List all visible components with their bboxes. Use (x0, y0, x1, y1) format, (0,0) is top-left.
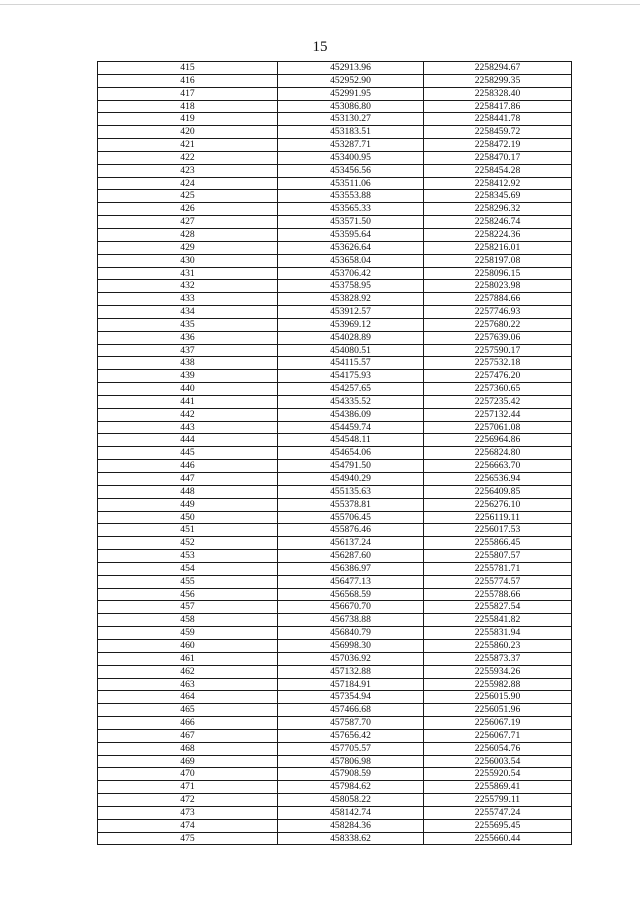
x-coordinate-cell: 457656.42 (278, 729, 424, 742)
x-coordinate-cell: 453828.92 (278, 293, 424, 306)
table-row (98, 652, 572, 665)
x-coordinate-cell: 455876.46 (278, 524, 424, 537)
table-row (98, 485, 572, 498)
y-coordinate-cell: 2255695.45 (424, 819, 572, 832)
point-number-cell: 445 (98, 447, 278, 460)
y-coordinate-cell: 2256054.76 (424, 742, 572, 755)
table-row (98, 280, 572, 293)
y-coordinate-cell: 2256536.94 (424, 473, 572, 486)
x-coordinate-cell: 453086.80 (278, 100, 424, 113)
y-coordinate-cell: 2256824.80 (424, 447, 572, 460)
table-row (98, 344, 572, 357)
table-row (98, 601, 572, 614)
table-row (98, 139, 572, 152)
table-row (98, 614, 572, 627)
point-number-cell: 421 (98, 139, 278, 152)
y-coordinate-cell: 2255799.11 (424, 794, 572, 807)
y-coordinate-cell: 2255860.23 (424, 639, 572, 652)
y-coordinate-cell: 2256964.86 (424, 434, 572, 447)
page-number: 15 (312, 39, 328, 55)
point-number-cell: 461 (98, 652, 278, 665)
table-row (98, 383, 572, 396)
table-row (98, 408, 572, 421)
point-number-cell: 439 (98, 370, 278, 383)
y-coordinate-cell: 2255774.57 (424, 575, 572, 588)
y-coordinate-cell: 2255831.94 (424, 627, 572, 640)
point-number-cell: 464 (98, 691, 278, 704)
y-coordinate-cell: 2257746.93 (424, 306, 572, 319)
table-row (98, 267, 572, 280)
point-number-cell: 427 (98, 216, 278, 229)
y-coordinate-cell: 2258096.15 (424, 267, 572, 280)
point-number-cell: 434 (98, 306, 278, 319)
point-number-cell: 472 (98, 794, 278, 807)
table-row (98, 164, 572, 177)
table-row (98, 190, 572, 203)
table-row (98, 819, 572, 832)
y-coordinate-cell: 2255982.88 (424, 678, 572, 691)
y-coordinate-cell: 2257680.22 (424, 318, 572, 331)
x-coordinate-cell: 456738.88 (278, 614, 424, 627)
y-coordinate-cell: 2256067.19 (424, 717, 572, 730)
point-number-cell: 443 (98, 421, 278, 434)
x-coordinate-cell: 453287.71 (278, 139, 424, 152)
y-coordinate-cell: 2257476.20 (424, 370, 572, 383)
table-row (98, 203, 572, 216)
table-row (98, 588, 572, 601)
x-coordinate-cell: 457132.88 (278, 665, 424, 678)
point-number-cell: 419 (98, 113, 278, 126)
x-coordinate-cell: 457984.62 (278, 781, 424, 794)
table-row (98, 704, 572, 717)
point-number-cell: 442 (98, 408, 278, 421)
table-row (98, 306, 572, 319)
table-row (98, 113, 572, 126)
point-number-cell: 457 (98, 601, 278, 614)
table-row (98, 729, 572, 742)
x-coordinate-cell: 455378.81 (278, 498, 424, 511)
point-number-cell: 469 (98, 755, 278, 768)
table-row (98, 473, 572, 486)
table-row (98, 447, 572, 460)
x-coordinate-cell: 456568.59 (278, 588, 424, 601)
y-coordinate-cell: 2258216.01 (424, 241, 572, 254)
y-coordinate-cell: 2255788.66 (424, 588, 572, 601)
table-row (98, 395, 572, 408)
point-number-cell: 444 (98, 434, 278, 447)
y-coordinate-cell: 2258417.86 (424, 100, 572, 113)
point-number-cell: 468 (98, 742, 278, 755)
y-coordinate-cell: 2258459.72 (424, 126, 572, 139)
point-number-cell: 436 (98, 331, 278, 344)
point-number-cell: 424 (98, 177, 278, 190)
y-coordinate-cell: 2255747.24 (424, 806, 572, 819)
x-coordinate-cell: 454548.11 (278, 434, 424, 447)
x-coordinate-cell: 457466.68 (278, 704, 424, 717)
y-coordinate-cell: 2257061.08 (424, 421, 572, 434)
x-coordinate-cell: 455135.63 (278, 485, 424, 498)
x-coordinate-cell: 453456.56 (278, 164, 424, 177)
table-row (98, 151, 572, 164)
table-row (98, 370, 572, 383)
y-coordinate-cell: 2255920.54 (424, 768, 572, 781)
y-coordinate-cell: 2258454.28 (424, 164, 572, 177)
table-row (98, 806, 572, 819)
point-number-cell: 422 (98, 151, 278, 164)
x-coordinate-cell: 454791.50 (278, 460, 424, 473)
table-row (98, 562, 572, 575)
x-coordinate-cell: 457908.59 (278, 768, 424, 781)
x-coordinate-cell: 454654.06 (278, 447, 424, 460)
y-coordinate-cell: 2258294.67 (424, 62, 572, 75)
y-coordinate-cell: 2258296.32 (424, 203, 572, 216)
table-row (98, 241, 572, 254)
x-coordinate-cell: 454080.51 (278, 344, 424, 357)
point-number-cell: 447 (98, 473, 278, 486)
table-row (98, 126, 572, 139)
y-coordinate-cell: 2258412.92 (424, 177, 572, 190)
point-number-cell: 449 (98, 498, 278, 511)
y-coordinate-cell: 2258023.98 (424, 280, 572, 293)
point-number-cell: 455 (98, 575, 278, 588)
y-coordinate-cell: 2256276.10 (424, 498, 572, 511)
x-coordinate-cell: 456998.30 (278, 639, 424, 652)
point-number-cell: 473 (98, 806, 278, 819)
y-coordinate-cell: 2255807.57 (424, 550, 572, 563)
table-row (98, 550, 572, 563)
table-row (98, 254, 572, 267)
x-coordinate-cell: 453969.12 (278, 318, 424, 331)
point-number-cell: 441 (98, 395, 278, 408)
x-coordinate-cell: 457036.92 (278, 652, 424, 665)
x-coordinate-cell: 453658.04 (278, 254, 424, 267)
x-coordinate-cell: 453571.50 (278, 216, 424, 229)
table-row (98, 832, 572, 845)
x-coordinate-cell: 456670.70 (278, 601, 424, 614)
table-row (98, 318, 572, 331)
y-coordinate-cell: 2255934.26 (424, 665, 572, 678)
table-row (98, 498, 572, 511)
point-number-cell: 470 (98, 768, 278, 781)
y-coordinate-cell: 2258328.40 (424, 87, 572, 100)
point-number-cell: 448 (98, 485, 278, 498)
table-row (98, 524, 572, 537)
x-coordinate-cell: 454257.65 (278, 383, 424, 396)
table-row (98, 537, 572, 550)
y-coordinate-cell: 2258246.74 (424, 216, 572, 229)
x-coordinate-cell: 454175.93 (278, 370, 424, 383)
table-row (98, 717, 572, 730)
table-row (98, 755, 572, 768)
point-number-cell: 454 (98, 562, 278, 575)
table-row (98, 87, 572, 100)
table-row (98, 62, 572, 75)
y-coordinate-cell: 2255873.37 (424, 652, 572, 665)
table-row (98, 434, 572, 447)
y-coordinate-cell: 2258472.19 (424, 139, 572, 152)
x-coordinate-cell: 456137.24 (278, 537, 424, 550)
y-coordinate-cell: 2255869.41 (424, 781, 572, 794)
point-number-cell: 463 (98, 678, 278, 691)
point-number-cell: 465 (98, 704, 278, 717)
point-number-cell: 432 (98, 280, 278, 293)
point-number-cell: 467 (98, 729, 278, 742)
table-row (98, 691, 572, 704)
x-coordinate-cell: 457354.94 (278, 691, 424, 704)
table-row (98, 678, 572, 691)
x-coordinate-cell: 458284.36 (278, 819, 424, 832)
table-row (98, 742, 572, 755)
point-number-cell: 418 (98, 100, 278, 113)
y-coordinate-cell: 2257235.42 (424, 395, 572, 408)
coordinates-table (97, 61, 572, 845)
coordinates-table-body (98, 62, 572, 845)
point-number-cell: 453 (98, 550, 278, 563)
y-coordinate-cell: 2257360.65 (424, 383, 572, 396)
table-row (98, 74, 572, 87)
table-row (98, 357, 572, 370)
x-coordinate-cell: 453626.64 (278, 241, 424, 254)
point-number-cell: 431 (98, 267, 278, 280)
table-row (98, 665, 572, 678)
point-number-cell: 429 (98, 241, 278, 254)
x-coordinate-cell: 454115.57 (278, 357, 424, 370)
x-coordinate-cell: 456477.13 (278, 575, 424, 588)
point-number-cell: 471 (98, 781, 278, 794)
table-row (98, 781, 572, 794)
x-coordinate-cell: 453912.57 (278, 306, 424, 319)
x-coordinate-cell: 457806.98 (278, 755, 424, 768)
point-number-cell: 416 (98, 74, 278, 87)
scan-edge-line (0, 4, 640, 5)
x-coordinate-cell: 458142.74 (278, 806, 424, 819)
y-coordinate-cell: 2256015.90 (424, 691, 572, 704)
x-coordinate-cell: 456287.60 (278, 550, 424, 563)
y-coordinate-cell: 2258470.17 (424, 151, 572, 164)
table-row (98, 575, 572, 588)
y-coordinate-cell: 2258299.35 (424, 74, 572, 87)
y-coordinate-cell: 2258224.36 (424, 228, 572, 241)
y-coordinate-cell: 2255866.45 (424, 537, 572, 550)
y-coordinate-cell: 2255660.44 (424, 832, 572, 845)
table-row (98, 511, 572, 524)
y-coordinate-cell: 2257884.66 (424, 293, 572, 306)
point-number-cell: 440 (98, 383, 278, 396)
y-coordinate-cell: 2255781.71 (424, 562, 572, 575)
y-coordinate-cell: 2257590.17 (424, 344, 572, 357)
point-number-cell: 460 (98, 639, 278, 652)
x-coordinate-cell: 456840.79 (278, 627, 424, 640)
table-row (98, 460, 572, 473)
table-row (98, 293, 572, 306)
x-coordinate-cell: 453758.95 (278, 280, 424, 293)
point-number-cell: 452 (98, 537, 278, 550)
y-coordinate-cell: 2255827.54 (424, 601, 572, 614)
table-row (98, 421, 572, 434)
table-row (98, 627, 572, 640)
x-coordinate-cell: 453400.95 (278, 151, 424, 164)
x-coordinate-cell: 453706.42 (278, 267, 424, 280)
point-number-cell: 425 (98, 190, 278, 203)
x-coordinate-cell: 454028.89 (278, 331, 424, 344)
x-coordinate-cell: 454335.52 (278, 395, 424, 408)
point-number-cell: 474 (98, 819, 278, 832)
y-coordinate-cell: 2255841.82 (424, 614, 572, 627)
y-coordinate-cell: 2257132.44 (424, 408, 572, 421)
y-coordinate-cell: 2256067.71 (424, 729, 572, 742)
table-row (98, 331, 572, 344)
point-number-cell: 430 (98, 254, 278, 267)
x-coordinate-cell: 452952.90 (278, 74, 424, 87)
x-coordinate-cell: 457587.70 (278, 717, 424, 730)
x-coordinate-cell: 454940.29 (278, 473, 424, 486)
y-coordinate-cell: 2256017.53 (424, 524, 572, 537)
x-coordinate-cell: 452991.95 (278, 87, 424, 100)
x-coordinate-cell: 452913.96 (278, 62, 424, 75)
table-row (98, 794, 572, 807)
table-row (98, 639, 572, 652)
x-coordinate-cell: 453595.64 (278, 228, 424, 241)
point-number-cell: 435 (98, 318, 278, 331)
point-number-cell: 438 (98, 357, 278, 370)
y-coordinate-cell: 2256119.11 (424, 511, 572, 524)
point-number-cell: 451 (98, 524, 278, 537)
x-coordinate-cell: 458338.62 (278, 832, 424, 845)
table-row (98, 177, 572, 190)
x-coordinate-cell: 453565.33 (278, 203, 424, 216)
y-coordinate-cell: 2258345.69 (424, 190, 572, 203)
x-coordinate-cell: 453553.88 (278, 190, 424, 203)
x-coordinate-cell: 457705.57 (278, 742, 424, 755)
x-coordinate-cell: 454459.74 (278, 421, 424, 434)
x-coordinate-cell: 453130.27 (278, 113, 424, 126)
point-number-cell: 475 (98, 832, 278, 845)
point-number-cell: 428 (98, 228, 278, 241)
point-number-cell: 466 (98, 717, 278, 730)
y-coordinate-cell: 2257532.18 (424, 357, 572, 370)
x-coordinate-cell: 454386.09 (278, 408, 424, 421)
table-row (98, 216, 572, 229)
point-number-cell: 423 (98, 164, 278, 177)
x-coordinate-cell: 455706.45 (278, 511, 424, 524)
point-number-cell: 462 (98, 665, 278, 678)
table-row (98, 228, 572, 241)
point-number-cell: 437 (98, 344, 278, 357)
point-number-cell: 458 (98, 614, 278, 627)
point-number-cell: 450 (98, 511, 278, 524)
point-number-cell: 417 (98, 87, 278, 100)
point-number-cell: 446 (98, 460, 278, 473)
point-number-cell: 426 (98, 203, 278, 216)
x-coordinate-cell: 458058.22 (278, 794, 424, 807)
table-row (98, 768, 572, 781)
x-coordinate-cell: 457184.91 (278, 678, 424, 691)
point-number-cell: 456 (98, 588, 278, 601)
y-coordinate-cell: 2258197.08 (424, 254, 572, 267)
y-coordinate-cell: 2258441.78 (424, 113, 572, 126)
point-number-cell: 433 (98, 293, 278, 306)
point-number-cell: 415 (98, 62, 278, 75)
y-coordinate-cell: 2256663.70 (424, 460, 572, 473)
point-number-cell: 459 (98, 627, 278, 640)
x-coordinate-cell: 453183.51 (278, 126, 424, 139)
x-coordinate-cell: 453511.06 (278, 177, 424, 190)
x-coordinate-cell: 456386.97 (278, 562, 424, 575)
y-coordinate-cell: 2256051.96 (424, 704, 572, 717)
y-coordinate-cell: 2256409.85 (424, 485, 572, 498)
y-coordinate-cell: 2257639.06 (424, 331, 572, 344)
y-coordinate-cell: 2256003.54 (424, 755, 572, 768)
table-row (98, 100, 572, 113)
point-number-cell: 420 (98, 126, 278, 139)
